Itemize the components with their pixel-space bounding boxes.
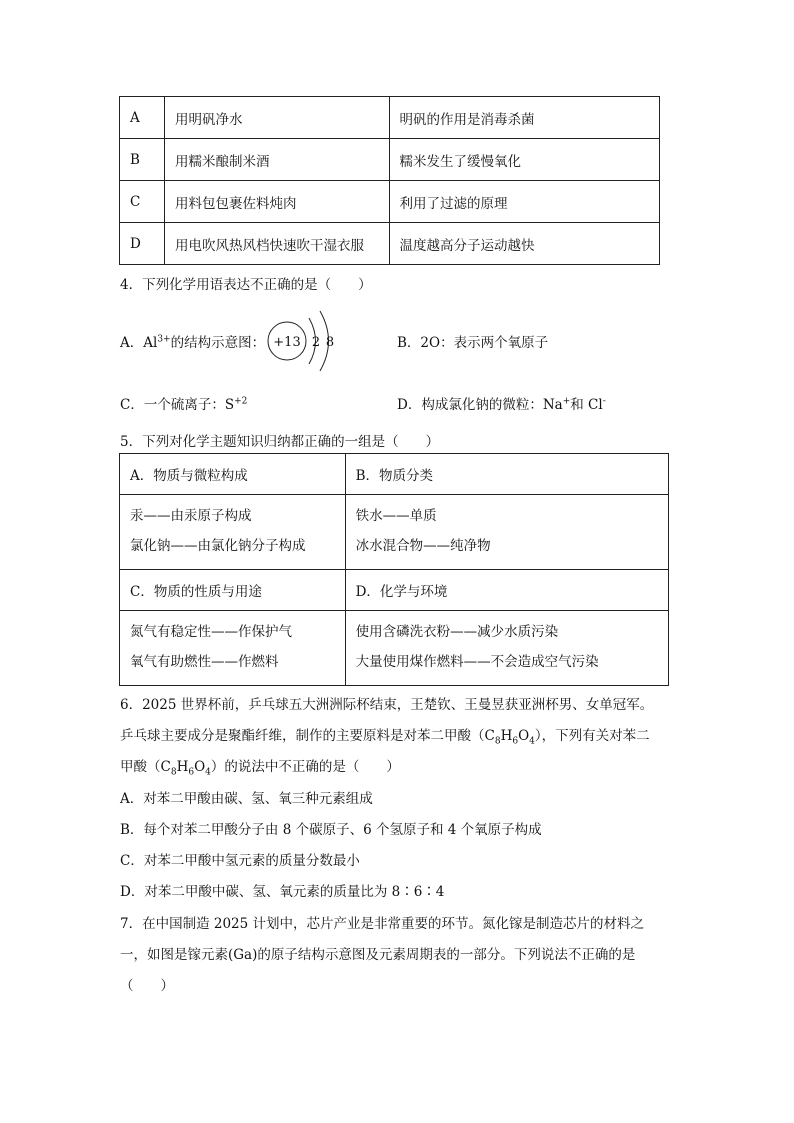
cell-a-line-1: 汞——由汞原子构成	[130, 508, 252, 524]
row-explanation: 温度越高分子运动越快	[389, 223, 659, 265]
table-row	[120, 611, 669, 686]
q7-line-1: 7．在中国制造 2025 计划中，芯片产业是非常重要的环节。氮化镓是制造芯片的材料之	[120, 916, 645, 932]
cell-c-line-1: 氮气有稳定性——作保护气	[130, 624, 292, 640]
table-row	[120, 454, 669, 495]
row-explanation: 明矾的作用是消毒杀菌	[389, 97, 659, 139]
cell-c-line-2: 氧气有助燃性——作燃料	[130, 654, 279, 670]
row-action: 用糯米酿制米酒	[164, 139, 389, 181]
nucleus-charge: +13	[273, 335, 301, 350]
q5-stem: 5．下列对化学主题知识归纳都正确的一组是（ ）	[120, 434, 440, 450]
q4-option-a-suffix: 的结构示意图：	[170, 335, 266, 351]
cell-b-line-2: 冰水混合物——纯净物	[355, 538, 491, 554]
q6-line-2-text-a: 乒乓球主要成分是聚酯纤维，制作的主要原料是对苯二甲酸（C	[120, 728, 495, 744]
row-explanation: 利用了过滤的原理	[389, 181, 659, 223]
subscript: 6	[188, 767, 195, 778]
cell-a-head: A．物质与微粒构成	[120, 454, 346, 495]
q4-option-c-prefix: C．一个硫离子：S	[120, 397, 235, 413]
row-key: B	[120, 139, 165, 181]
cell-b-line-1: 铁水——单质	[355, 508, 437, 524]
q6-line-3-text-b: H	[176, 759, 189, 775]
q6-option-b: B．每个对苯二甲酸分子由 8 个碳原子、6 个氢原子和 4 个氧原子构成	[120, 822, 542, 838]
row-action: 用电吹风热风档快速吹干湿衣服	[164, 223, 389, 265]
table-row	[120, 139, 660, 181]
row-action: 用料包包裹佐料炖肉	[164, 181, 389, 223]
table-row	[120, 223, 660, 265]
table-row	[120, 97, 660, 139]
q4-option-c-charge: +2	[234, 396, 248, 407]
q4-option-b: B．2O：表示两个氧原子	[397, 335, 549, 351]
row-key: D	[120, 223, 165, 265]
shell-1-electrons: 2	[311, 335, 321, 350]
atom-structure-diagram	[262, 305, 342, 377]
q4-option-a	[120, 331, 265, 351]
answer-table	[119, 96, 660, 265]
q6-line-1: 6．2025 世界杯前，乒乓球五大洲洲际杯结束，王楚钦、王曼昱获亚洲杯男、女单冠军。	[120, 697, 654, 713]
row-key: A	[120, 97, 165, 139]
q6-line-3-text-c: O	[194, 759, 206, 775]
shell-2-electrons: 8	[325, 335, 335, 350]
row-explanation: 糯米发生了缓慢氧化	[389, 139, 659, 181]
subscript: 6	[512, 736, 519, 747]
table-row	[120, 495, 669, 570]
cell-d-line-1: 使用含磷洗衣粉——减少水质污染	[355, 624, 559, 640]
cell-b-body	[345, 495, 668, 570]
q4-option-d-charge-1: +	[562, 396, 571, 407]
q6-line-2-text-c: O	[518, 728, 530, 744]
subscript: 4	[205, 767, 211, 778]
subscript: 4	[529, 736, 535, 747]
cell-a-body	[120, 495, 346, 570]
cell-a-line-2: 氯化钠——由氯化钠分子构成	[130, 538, 306, 554]
q4-option-d-charge-2: -	[602, 396, 606, 407]
q7-line-3: （ ）	[120, 978, 174, 994]
cell-c-body	[120, 611, 346, 686]
cell-b-head: B．物质分类	[345, 454, 668, 495]
q4-option-a-prefix: A．Al	[120, 335, 158, 351]
q4-option-d-mid: 和 Cl	[570, 397, 603, 413]
cell-d-body	[345, 611, 668, 686]
q6-line-2	[120, 724, 650, 747]
table-row	[120, 570, 669, 611]
subscript: 8	[494, 736, 501, 747]
table-row	[120, 181, 660, 223]
row-action: 用明矾净水	[164, 97, 389, 139]
q6-line-3-text-a: 甲酸（C	[120, 759, 171, 775]
cell-d-line-2: 大量使用煤作燃料——不会造成空气污染	[355, 654, 599, 670]
q6-line-2-text-d: ），下列有关对苯二	[534, 728, 650, 744]
knowledge-table	[119, 453, 669, 686]
q4-option-d	[397, 393, 606, 413]
q4-stem: 4．下列化学用语表达不正确的是（ ）	[120, 277, 372, 293]
q4-option-c	[120, 393, 247, 413]
q6-option-a: A．对苯二甲酸由碳、氢、氧三种元素组成	[120, 791, 373, 807]
row-key: C	[120, 181, 165, 223]
q6-line-3-text-d: ）的说法中不正确的是（ ）	[210, 759, 400, 775]
q6-option-c: C．对苯二甲酸中氢元素的质量分数最小	[120, 853, 360, 869]
q6-option-d: D．对苯二甲酸中碳、氢、氧元素的质量比为 8∶6∶4	[120, 884, 445, 900]
q7-line-2: 一，如图是镓元素(Ga)的原子结构示意图及元素周期表的一部分。下列说法不正确的是	[120, 947, 636, 963]
cell-c-head: C．物质的性质与用途	[120, 570, 346, 611]
q4-option-a-charge: 3+	[157, 334, 171, 345]
q4-option-d-prefix: D．构成氯化钠的微粒：Na	[397, 397, 563, 413]
q6-line-3	[120, 755, 400, 778]
subscript: 8	[170, 767, 177, 778]
cell-d-head: D．化学与环境	[345, 570, 668, 611]
q6-line-2-text-b: H	[500, 728, 513, 744]
